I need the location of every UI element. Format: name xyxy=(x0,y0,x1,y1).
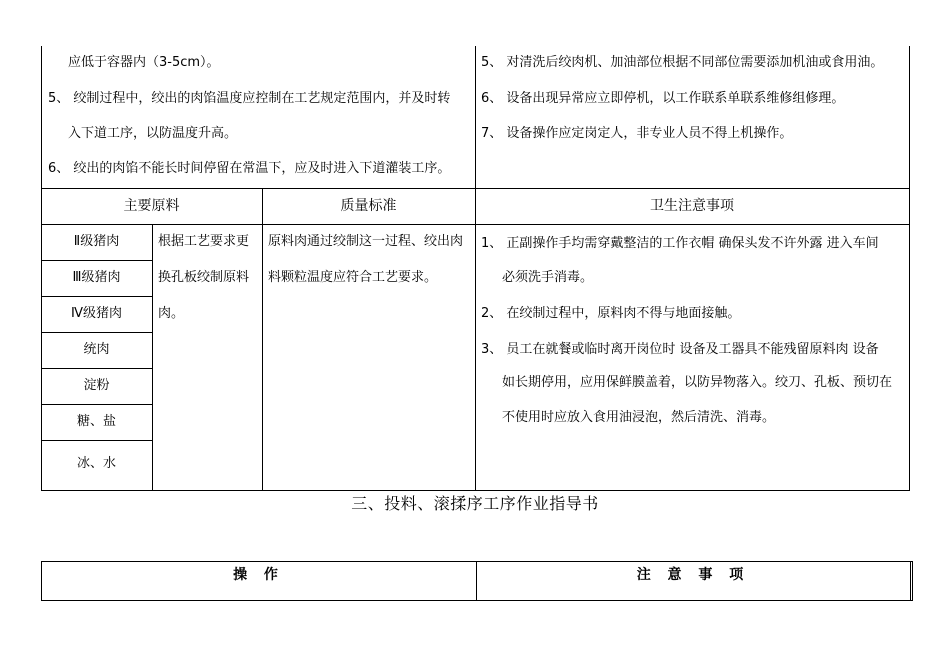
material-item: 统肉 xyxy=(83,342,110,357)
header-row-bottom xyxy=(41,224,910,225)
material-item: 糖、盐 xyxy=(76,414,116,429)
material-item: 冰、水 xyxy=(76,456,116,471)
text-line: 原料肉通过绞制这一过程、绞出肉 xyxy=(268,234,464,249)
header-raw-materials: 主要原料 xyxy=(123,198,180,214)
text-line: 必须洗手消毒。 xyxy=(502,270,594,285)
text-line: 换孔板绞制原料 xyxy=(158,270,250,285)
material-item: 淀粉 xyxy=(83,378,110,393)
header-quality-standard: 质量标准 xyxy=(340,198,397,214)
header-notes: 注 意 事 项 xyxy=(636,567,750,583)
lower-table-right xyxy=(910,561,911,601)
text-line: 6、 设备出现异常应立即停机，以工作联系单联系维修组修理。 xyxy=(481,91,845,106)
text-line: 应低于容器内（3-5cm）。 xyxy=(68,55,220,70)
column-divider-1 xyxy=(152,224,153,490)
text-line: 7、 设备操作应定岗定人，非专业人员不得上机操作。 xyxy=(481,126,793,141)
table-middle-divider xyxy=(475,46,476,491)
lower-table-right-outer xyxy=(912,561,913,601)
material-row-line xyxy=(41,296,152,297)
text-line: 6、 绞出的肉馅不能长时间停留在常温下，应及时进入下道灌装工序。 xyxy=(48,161,451,176)
table-right-border xyxy=(909,46,910,491)
lower-table-bottom xyxy=(41,600,913,601)
material-row-line xyxy=(41,440,152,441)
text-line: 2、 在绞制过程中，原料肉不得与地面接触。 xyxy=(481,306,741,321)
material-row-line xyxy=(41,260,152,261)
header-row-top xyxy=(41,188,910,189)
section-title: 三、投料、滚揉序工序作业指导书 xyxy=(351,494,599,513)
text-line: 不使用时应放入食用油浸泡，然后清洗、消毒。 xyxy=(502,410,776,425)
material-row-line xyxy=(41,404,152,405)
material-row-line xyxy=(41,332,152,333)
text-line: 5、 绞制过程中，绞出的肉馅温度应控制在工艺规定范围内，并及时转 xyxy=(48,91,451,106)
text-line: 如长期停用，应用保鲜膜盖着，以防异物落入。绞刀、孔板、预切在 xyxy=(502,375,893,390)
text-line: 1、 正副操作手均需穿戴整洁的工作衣帽 确保头发不许外露 进入车间 xyxy=(481,236,879,251)
header-hygiene-notes: 卫生注意事项 xyxy=(650,198,734,214)
text-line: 料颗粒温度应符合工艺要求。 xyxy=(268,270,438,285)
text-line: 根据工艺要求更 xyxy=(158,234,250,249)
material-item: Ⅱ级猪肉 xyxy=(73,234,120,249)
material-item: Ⅲ级猪肉 xyxy=(72,270,121,285)
material-row-line xyxy=(41,368,152,369)
text-line: 3、 员工在就餐或临时离开岗位时 设备及工器具不能残留原料肉 设备 xyxy=(481,342,879,357)
column-divider-2 xyxy=(262,188,263,490)
lower-table-top xyxy=(41,561,913,562)
material-item: Ⅳ级猪肉 xyxy=(71,306,122,321)
text-line: 肉。 xyxy=(158,306,185,321)
table-bottom-border xyxy=(41,490,910,491)
text-line: 入下道工序，以防温度升高。 xyxy=(68,126,238,141)
header-operation: 操 作 xyxy=(233,567,284,583)
text-line: 5、 对清洗后绞肉机、加油部位根据不同部位需要添加机油或食用油。 xyxy=(481,55,884,70)
